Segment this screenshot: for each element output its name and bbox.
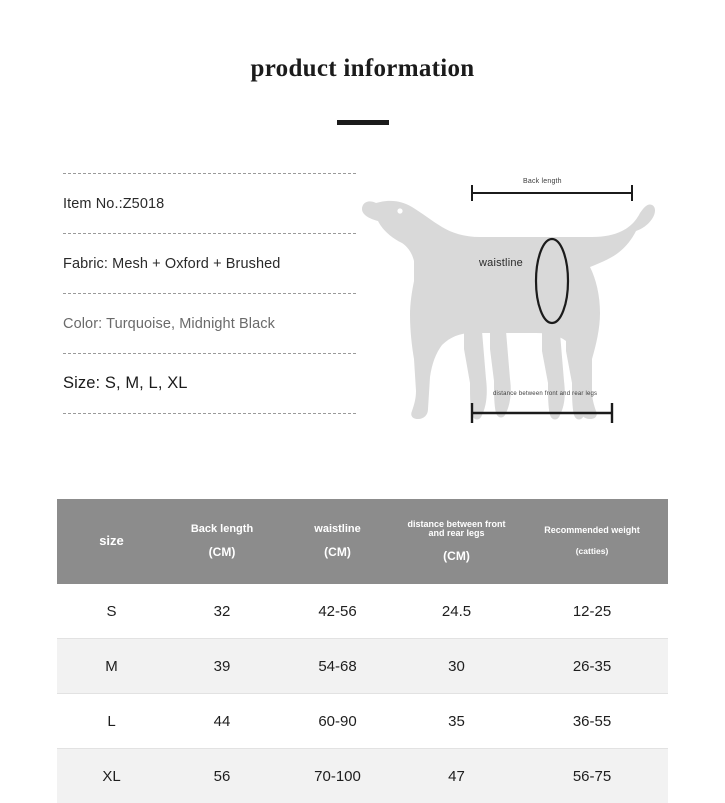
spec-item-size [63,354,356,413]
dog-measurement-illustration [360,163,700,463]
product-details-section [0,173,725,473]
cell-back-length: 44 [166,694,278,749]
col-header-back-length-label: Back length [191,523,253,535]
cell-size: S [57,584,166,639]
col-header-size-label: size [99,534,124,548]
illustration-label-distance: distance between front and rear legs [493,391,597,397]
cell-size: M [57,639,166,694]
cell-back-length: 32 [166,584,278,639]
spec-label-color: Color: Turquoise, Midnight Black [63,316,275,332]
spec-item-color [63,294,356,353]
spec-list [63,173,356,414]
col-header-distance-label: distance between front and rear legs [401,520,512,540]
col-header-waistline [278,499,397,584]
col-header-weight-unit: (catties) [576,547,609,556]
cell-weight: 56-75 [516,749,668,803]
table-row [57,694,668,749]
col-header-back-length [166,499,278,584]
table-row [57,639,668,694]
cell-waistline: 60-90 [278,694,397,749]
illustration-label-back-length: Back length [523,178,562,185]
table-row [57,584,668,639]
cell-waistline: 54-68 [278,639,397,694]
col-header-waistline-unit: (CM) [324,546,351,559]
illustration-label-waistline: waistline [479,257,523,269]
spec-item-fabric [63,234,356,293]
table-row [57,749,668,803]
cell-weight: 12-25 [516,584,668,639]
col-header-weight [516,499,668,584]
cell-distance: 35 [397,694,516,749]
spec-label-fabric: Fabric: Mesh + Oxford + Brushed [63,256,280,272]
col-header-distance-unit: (CM) [443,550,470,563]
cell-distance: 30 [397,639,516,694]
page-title: product information [0,0,725,81]
cell-weight: 36-55 [516,694,668,749]
table-header-row [57,499,668,584]
size-chart-header [57,499,668,584]
col-header-back-length-unit: (CM) [209,546,236,559]
spec-label-size: Size: S, M, L, XL [63,374,188,393]
cell-distance: 47 [397,749,516,803]
cell-size: XL [57,749,166,803]
col-header-distance [397,499,516,584]
cell-distance: 24.5 [397,584,516,639]
col-header-size [57,499,166,584]
spec-item-item-no [63,174,356,233]
cell-size: L [57,694,166,749]
cell-waistline: 70-100 [278,749,397,803]
spec-label-item-no: Item No.:Z5018 [63,196,164,212]
cell-waistline: 42-56 [278,584,397,639]
divider-4 [63,413,356,414]
size-chart-body [57,584,668,803]
title-underline-rule [337,120,389,125]
size-chart-table [57,499,668,803]
cell-back-length: 39 [166,639,278,694]
cell-weight: 26-35 [516,639,668,694]
col-header-waistline-label: waistline [314,523,360,535]
col-header-weight-label: Recommended weight [544,526,640,536]
cell-back-length: 56 [166,749,278,803]
dog-silhouette-icon [360,163,700,463]
